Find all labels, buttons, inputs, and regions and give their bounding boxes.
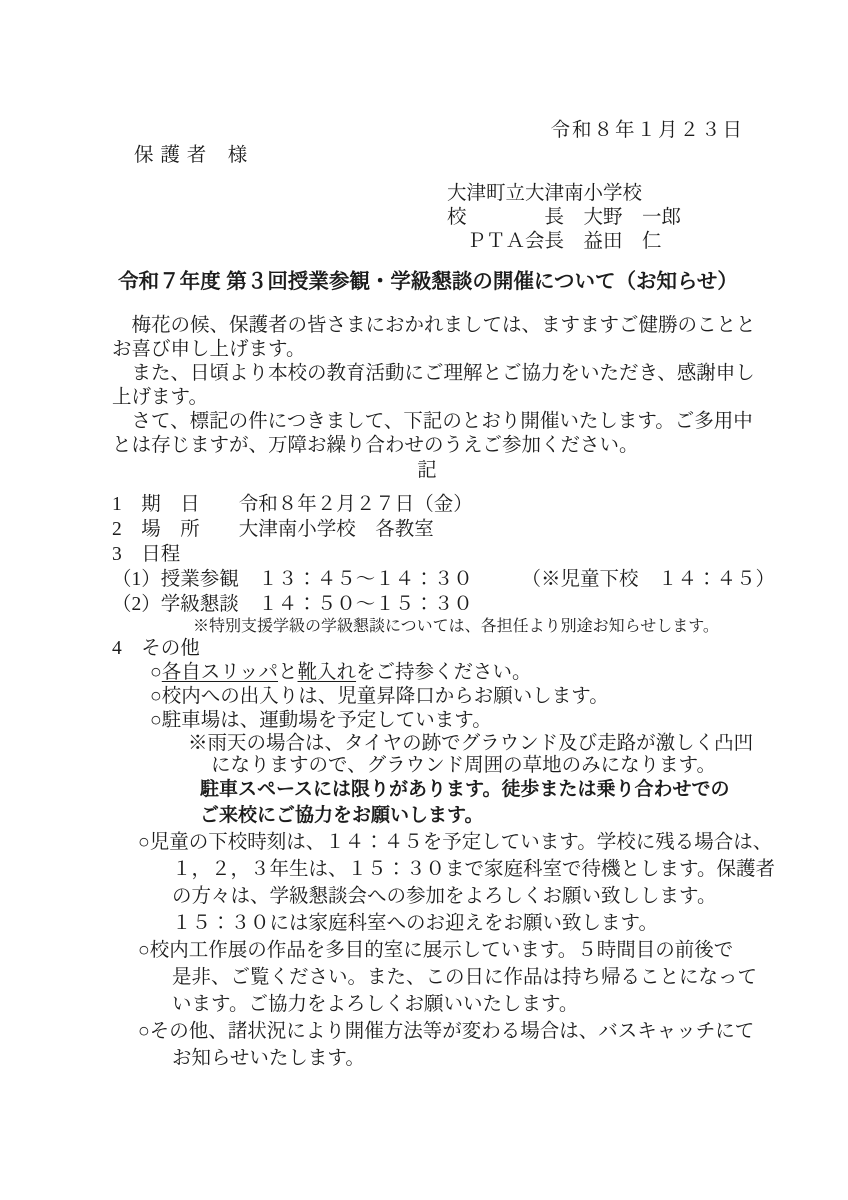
greeting-p1-line2: お喜び申し上げます。 — [112, 339, 306, 360]
sender-pta: ＰＴＡ会長 益田 仁 — [447, 231, 662, 252]
recipient-line: 保 護 者 様 — [134, 145, 249, 166]
sender-school: 大津町立大津南小学校 — [447, 183, 643, 204]
note-parking: ○駐車場は、運動場を予定しています。 — [150, 710, 492, 731]
date-line: 令和８年１月２３日 — [550, 120, 744, 141]
note-slippers-mid: と — [278, 662, 298, 683]
changes-line2: お知らせいたします。 — [172, 1048, 365, 1069]
notice-title: 令和７年度 第３回授業参観・学級懇談の開催について（お知らせ） — [118, 270, 738, 293]
parking-warning-line2: ご来校にご協力をお願いします。 — [200, 805, 484, 826]
greeting-section — [112, 314, 756, 458]
details-section — [112, 492, 776, 661]
note-slippers-underline-1: 各自スリッパ — [161, 662, 279, 683]
note-slippers-underline-2: 靴入れ — [297, 662, 357, 683]
greeting-p2-line2: 上げます。 — [112, 387, 208, 408]
special-support-note: ※特別支援学級の学級懇談については、各担任より別途お知らせします。 — [193, 618, 719, 635]
note-entrance: ○校内への出入りは、児童昇降口からお願いします。 — [150, 686, 609, 707]
note-slippers-mark: ○ — [150, 662, 162, 683]
exhibition-line1: ○校内工作展の作品を多目的室に展示しています。５時間目の前後で — [138, 940, 734, 961]
rain-note-line2: になりますので、グラウンド周囲の草地のみになります。 — [211, 755, 717, 776]
dismissal-line1: ○児童の下校時刻は、１４：４５を予定しています。学校に残る場合は、 — [138, 832, 773, 853]
exhibition-line2: 是非、ご覧ください。また、この日に作品は持ち帰ることになって — [172, 967, 758, 988]
ki-heading: 記 — [417, 460, 439, 481]
detail-place: 2 場 所 大津南小学校 各教室 — [112, 519, 434, 540]
detail-date: 1 期 日 令和８年２月２７日（金） — [112, 494, 473, 515]
dismissal-line4: １５：３０には家庭科室へのお迎えをお願い致します。 — [172, 913, 658, 934]
changes-line1: ○その他、諸状況により開催方法等が変わる場合は、バスキャッチにて — [138, 1021, 755, 1042]
rain-note-line1: ※雨天の場合は、タイヤの跡でグラウンド及び走路が激しく凸凹 — [188, 733, 754, 754]
dismissal-line2: １，２，３年生は、１５：３０まで家庭科室で待機とします。保護者 — [172, 859, 775, 880]
greeting-p3-line2: とは存じますが、万障お繰り合わせのうえご参加ください。 — [112, 435, 639, 456]
exhibition-line3: います。ご協力をよろしくお願いいたします。 — [172, 994, 579, 1015]
greeting-p1-line1: 梅花の候、保護者の皆さまにおかれましては、ますますご健勝のことと — [112, 315, 756, 336]
detail-schedule-1: （1）授業参観 １３：４５～１４：３０ （※児童下校 １４：４５） — [112, 569, 776, 590]
parking-warning-line1: 駐車スペースには限りがあります。徒歩または乗り合わせでの — [200, 779, 730, 800]
sender-principal: 校 長 大野 一郎 — [447, 207, 682, 228]
dismissal-line3: の方々は、学級懇談会への参加をよろしくお願い致しします。 — [172, 886, 717, 907]
sender-block — [447, 182, 744, 254]
detail-other-label: 4 その他 — [112, 638, 200, 659]
note-slippers — [112, 661, 744, 685]
greeting-p2-line1: また、日頃より本校の教育活動にご理解とご協力をいただき、感謝申し — [112, 363, 755, 384]
detail-schedule-label: 3 日程 — [112, 544, 181, 565]
detail-schedule-2: （2）学級懇談 １４：５０～１５：３０ — [112, 594, 473, 615]
note-slippers-tail: をご持参ください。 — [356, 662, 532, 683]
other-notes-section — [112, 661, 775, 1072]
greeting-p3-line1: さて、標記の件につきまして、下記のとおり開催いたします。ご多用中 — [112, 411, 753, 432]
